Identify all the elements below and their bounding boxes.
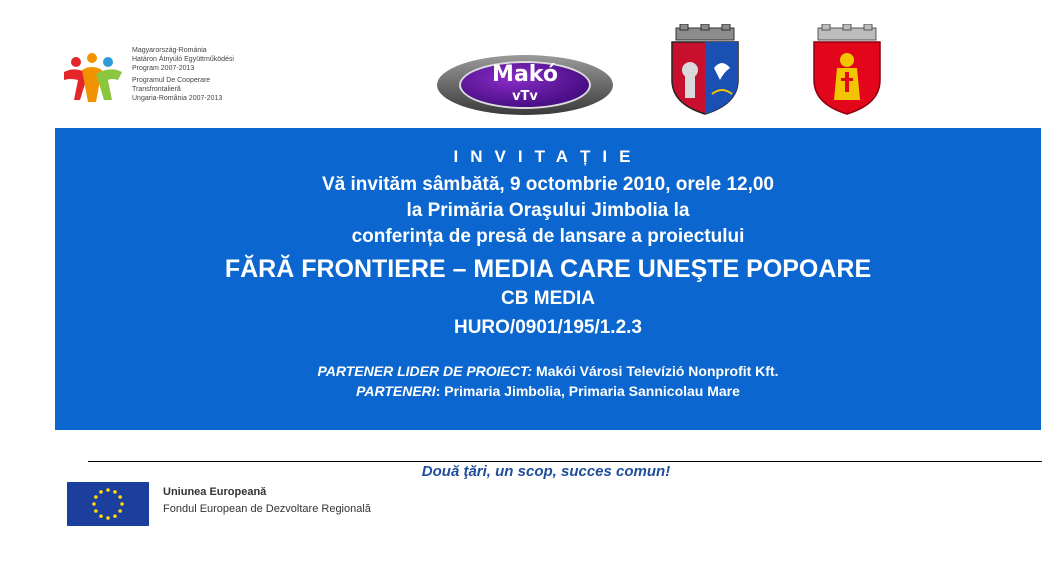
eu-star — [113, 514, 117, 518]
invitation-heading: INVITAȚIE — [453, 147, 643, 166]
program-logo — [62, 44, 272, 108]
invitation-conference-line: conferința de presă de lansare a proiectului — [351, 226, 745, 247]
lead-partner-value: Makói Városi Televízió Nonprofit Kft. — [532, 363, 779, 379]
slogan: Două ţări, un scop, succes comun! — [421, 463, 671, 480]
project-acronym: CB MEDIA — [501, 288, 595, 309]
eu-star — [92, 502, 96, 506]
eu-flag-icon — [67, 482, 149, 526]
partners-value: : Primaria Jimbolia, Primaria Sannicolau Mare — [435, 383, 740, 399]
lead-partner-line — [55, 363, 1041, 379]
coat-of-arms-jimbolia-icon — [668, 24, 742, 116]
lead-partner-label: PARTENER LIDER DE PROIECT: — [317, 363, 533, 379]
partners-line — [55, 383, 1041, 399]
footer-divider — [88, 461, 1042, 462]
mako-vtv-logo — [437, 55, 613, 115]
program-line-hu-2: Határon Átnyúló Együttműködési — [132, 56, 234, 63]
mako-logo-line2: vTv — [512, 89, 538, 104]
coat-of-arms-sannicolau-mare-icon — [810, 24, 884, 116]
program-line-ro-1: Programul De Cooperare — [132, 77, 211, 84]
mako-logo-line1: Makó — [492, 62, 558, 87]
eu-star — [99, 490, 103, 494]
project-title: FĂRĂ FRONTIERE – MEDIA CARE UNEŞTE POPOARE — [224, 255, 872, 283]
project-code: HURO/0901/195/1.2.3 — [453, 317, 642, 338]
program-line-ro-3: Ungaria-România 2007-2013 — [132, 95, 223, 102]
eu-star — [106, 488, 110, 492]
eu-star — [118, 495, 122, 499]
eu-star — [106, 516, 110, 520]
program-line-hu-1: Magyarország-Románia — [132, 47, 207, 54]
program-line-ro-2: Transfrontalieră — [132, 86, 181, 93]
invitation-place-line: la Primăria Oraşului Jimbolia la — [406, 200, 690, 221]
eu-star — [94, 509, 98, 513]
eu-name: Uniunea Europeană — [163, 486, 267, 498]
invitation-box — [55, 128, 1041, 430]
eu-star — [113, 490, 117, 494]
partners-label: PARTENERI — [356, 383, 436, 399]
eu-star — [120, 502, 124, 506]
program-people-icon — [62, 52, 128, 106]
program-text — [132, 46, 234, 103]
eu-fund: Fondul European de Dezvoltare Regională — [163, 503, 371, 515]
eu-star — [94, 495, 98, 499]
invitation-date-line: Vă invităm sâmbătă, 9 octombrie 2010, orele 12,00 — [321, 174, 774, 195]
program-line-hu-3: Program 2007-2013 — [132, 65, 195, 72]
eu-star — [99, 514, 103, 518]
eu-star — [118, 509, 122, 513]
